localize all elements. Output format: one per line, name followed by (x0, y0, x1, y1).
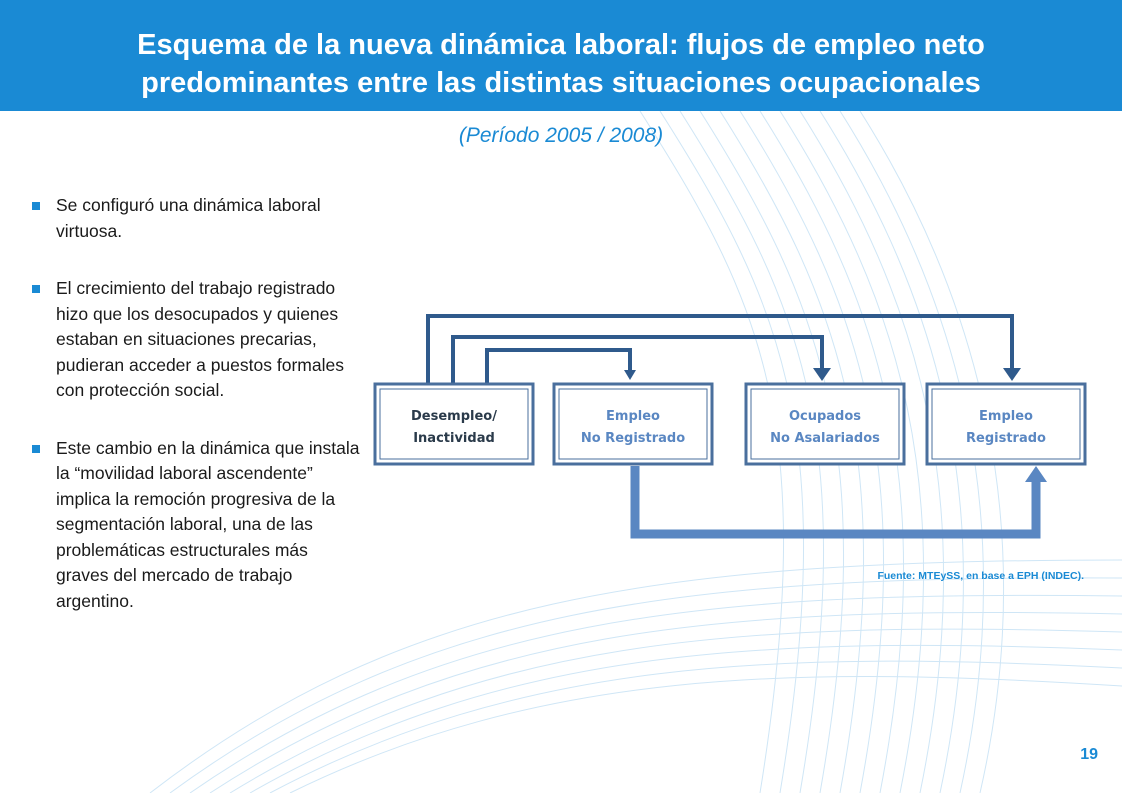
arrowhead-icon (624, 370, 636, 380)
title-line-1: Esquema de la nueva dinámica laboral: flujos de empleo neto (137, 29, 985, 61)
flow-arrow-desempleo-to-no-registrado (487, 350, 630, 388)
box-empleo-no-registrado (554, 384, 712, 464)
box-ocupados-no-asalariados (746, 384, 904, 464)
title-line-2: predominantes entre las distintas situaciones ocupacionales (141, 67, 981, 99)
box-label: No Registrado (580, 431, 686, 446)
page-number: 19 (1080, 746, 1098, 763)
source-note: Fuente: MTEySS, en base a EPH (INDEC). (877, 570, 1084, 582)
box-desempleo-inactividad (375, 384, 533, 464)
box-label: Empleo (979, 409, 1033, 424)
flow-arrow-no-registrado-to-registrado (635, 466, 1036, 534)
box-label: Registrado (966, 431, 1046, 446)
bullet-text: Este cambio en la dinámica que instala la “movilidad laboral ascendente” implica la remoción progresiva de la segmentación laboral, una de las problemáticas estructurales más graves del mercado de trabajo argentino. (56, 437, 360, 611)
arrowhead-icon (1003, 368, 1021, 381)
bullet-text: Se configuró una dinámica laboral virtuosa. (56, 195, 321, 241)
box-label: No Asalariados (770, 431, 880, 446)
box-label: Ocupados (788, 409, 862, 424)
flow-arrow-desempleo-to-no-asalariados (453, 337, 822, 388)
bullet-text: El crecimiento del trabajo registrado hizo que los desocupados y quienes estaban en situaciones precarias, pudieran acceder a puestos formales con protección social. (56, 278, 344, 400)
arrowhead-icon (1025, 466, 1047, 482)
box-label: Desempleo/ (411, 409, 497, 424)
box-label: Empleo (606, 409, 660, 424)
period-subtitle: (Período 2005 / 2008) (458, 124, 664, 147)
box-empleo-registrado (927, 384, 1085, 464)
box-label: Inactividad (413, 431, 495, 446)
arrowhead-icon (813, 368, 831, 381)
